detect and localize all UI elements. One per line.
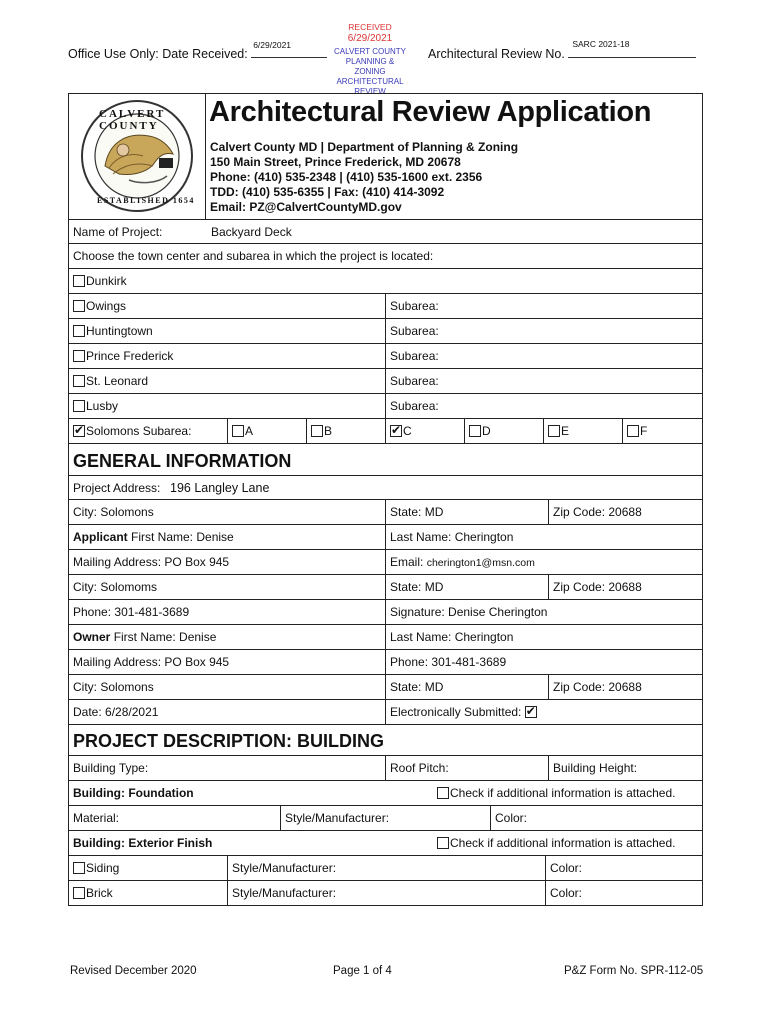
foundation-attached-checkbox[interactable] xyxy=(437,787,449,799)
st-leonard-label: St. Leonard xyxy=(86,374,149,388)
solomons-label: Solomons Subarea: xyxy=(86,424,192,438)
color-label: Color: xyxy=(495,811,528,825)
applicant-mailing-field[interactable]: PO Box 945 xyxy=(164,555,230,569)
town-row-prince-frederick xyxy=(68,344,703,369)
last-name-label: Last Name: xyxy=(390,530,452,544)
mailing-address-label: Mailing Address: xyxy=(73,655,162,669)
siding-checkbox[interactable] xyxy=(73,862,85,874)
city-label: City: xyxy=(73,505,97,519)
seal-text-bottom: ESTABLISHED 1654 xyxy=(97,196,195,205)
subarea-d-checkbox[interactable] xyxy=(469,425,481,437)
city-label: City: xyxy=(73,680,97,694)
date-received-field[interactable] xyxy=(251,40,327,58)
project-address-row xyxy=(68,476,703,500)
owner-city-row xyxy=(68,675,703,700)
application-header xyxy=(68,93,703,220)
subarea-e-label: E xyxy=(561,424,570,438)
prince-frederick-checkbox[interactable] xyxy=(73,350,85,362)
applicant-first-name-field[interactable]: Denise xyxy=(196,530,234,544)
brick-style-cell[interactable] xyxy=(227,881,545,905)
attached-label: Check if additional information is attached. xyxy=(450,786,676,800)
stamp-date: 6/29/2021 xyxy=(347,33,393,44)
project-city-field[interactable]: Solomons xyxy=(100,505,154,519)
brick-row xyxy=(68,881,703,906)
phone-line: Phone: (410) 535-2348 | (410) 535-1600 ext. 2356 xyxy=(210,170,483,184)
subarea-option-c[interactable] xyxy=(385,419,464,443)
subarea-option-d[interactable] xyxy=(464,419,543,443)
signature-field[interactable]: Denise Cherington xyxy=(448,605,548,619)
email-label: Email: xyxy=(390,555,424,569)
page-number: Page 1 of 4 xyxy=(333,965,392,977)
project-zip-field[interactable]: 20688 xyxy=(608,505,642,519)
date-received-value: 6/29/2021 xyxy=(253,40,292,50)
first-name-label: First Name: xyxy=(113,630,176,644)
project-name-label: Name of Project: xyxy=(73,224,163,239)
email-line: Email: PZ@CalvertCountyMD.gov xyxy=(210,200,402,214)
color-label: Color: xyxy=(550,886,583,900)
st-leonard-checkbox[interactable] xyxy=(73,375,85,387)
brick-color-cell[interactable] xyxy=(545,881,703,905)
zip-label: Zip Code: xyxy=(553,680,606,694)
subarea-a-checkbox[interactable] xyxy=(232,425,244,437)
subarea-option-a[interactable] xyxy=(227,419,306,443)
review-no-value: SARC 2021-18 xyxy=(572,39,630,49)
signature-label: Signature: xyxy=(390,605,445,619)
siding-label: Siding xyxy=(86,861,120,875)
electronically-submitted-label: Electronically Submitted: xyxy=(390,705,522,719)
owner-name-row xyxy=(68,625,703,650)
date-label: Date: xyxy=(73,705,102,719)
town-row-owings xyxy=(68,294,703,319)
applicant-city-field[interactable]: Solomoms xyxy=(100,580,158,594)
owner-zip-field[interactable]: 20688 xyxy=(608,680,642,694)
subarea-d-label: D xyxy=(482,424,491,438)
project-city-row xyxy=(68,500,703,525)
subarea-b-checkbox[interactable] xyxy=(311,425,323,437)
applicant-mailing-row xyxy=(68,550,703,575)
owner-last-name-field[interactable]: Cherington xyxy=(454,630,514,644)
subarea-label: Subarea: xyxy=(390,324,439,338)
town-row-st-leonard xyxy=(68,369,703,394)
first-name-label: First Name: xyxy=(131,530,194,544)
foundation-material-row xyxy=(68,806,703,831)
date-field[interactable]: 6/28/2021 xyxy=(105,705,159,719)
material-label: Material: xyxy=(73,811,120,825)
applicant-zip-field[interactable]: 20688 xyxy=(608,580,642,594)
applicant-phone-row xyxy=(68,600,703,625)
style-label: Style/Manufacturer: xyxy=(232,861,337,875)
huntingtown-label: Huntingtown xyxy=(86,324,153,338)
exterior-attached-checkbox[interactable] xyxy=(437,837,449,849)
state-label: State: xyxy=(390,680,422,694)
siding-style-cell[interactable] xyxy=(227,856,545,880)
owings-subarea-cell[interactable] xyxy=(385,294,703,318)
prince-frederick-label: Prince Frederick xyxy=(86,349,174,363)
stamp-line: PLANNING & ZONING xyxy=(345,57,395,76)
city-label: City: xyxy=(73,580,97,594)
huntingtown-subarea-cell[interactable] xyxy=(385,319,703,343)
last-name-label: Last Name: xyxy=(390,630,452,644)
siding-row xyxy=(68,856,703,881)
applicant-email-field[interactable]: cherington1@msn.com xyxy=(426,557,535,569)
stamp-title: RECEIVED xyxy=(348,22,392,32)
project-state-field[interactable]: MD xyxy=(424,505,444,519)
subarea-a-label: A xyxy=(245,424,254,438)
town-row-dunkirk xyxy=(68,269,703,294)
building-type-label: Building Type: xyxy=(73,761,149,775)
attached-label: Check if additional information is attached. xyxy=(450,836,676,850)
page-title: Architectural Review Application xyxy=(209,96,652,128)
lusby-label: Lusby xyxy=(86,399,119,413)
owings-label: Owings xyxy=(86,299,127,313)
lusby-subarea-cell[interactable] xyxy=(385,394,703,418)
stamp-line: ARCHITECTURAL xyxy=(336,77,404,86)
tdd-line: TDD: (410) 535-6355 | Fax: (410) 414-3092 xyxy=(210,185,445,199)
huntingtown-checkbox[interactable] xyxy=(73,325,85,337)
exterior-finish-label: Building: Exterior Finish xyxy=(73,836,213,850)
roof-pitch-label: Roof Pitch: xyxy=(390,761,449,775)
owner-state-field[interactable]: MD xyxy=(424,680,444,694)
zip-label: Zip Code: xyxy=(553,580,606,594)
address-line: 150 Main Street, Prince Frederick, MD 20678 xyxy=(210,155,461,169)
foundation-style-cell[interactable] xyxy=(280,806,490,830)
applicant-last-name-field[interactable]: Cherington xyxy=(454,530,514,544)
date-row xyxy=(68,700,703,725)
st-leonard-subarea-cell[interactable] xyxy=(385,369,703,393)
subarea-f-checkbox[interactable] xyxy=(627,425,639,437)
prince-frederick-subarea-cell[interactable] xyxy=(385,344,703,368)
dunkirk-label: Dunkirk xyxy=(86,274,127,288)
building-type-row xyxy=(68,756,703,781)
brick-checkbox[interactable] xyxy=(73,887,85,899)
foundation-label: Building: Foundation xyxy=(73,786,194,800)
brick-label: Brick xyxy=(86,886,113,900)
form-number: P&Z Form No. SPR-112-05 xyxy=(564,965,704,977)
project-address-field[interactable]: 196 Langley Lane xyxy=(170,480,270,495)
electronically-submitted-checkbox[interactable] xyxy=(525,706,537,718)
state-label: State: xyxy=(390,505,422,519)
town-row-solomons xyxy=(68,419,703,444)
state-label: State: xyxy=(390,580,422,594)
subarea-label: Subarea: xyxy=(390,299,439,313)
subarea-label: Subarea: xyxy=(390,374,439,388)
subarea-option-b[interactable] xyxy=(306,419,385,443)
subarea-c-checkbox[interactable] xyxy=(390,425,402,437)
review-no-field[interactable] xyxy=(568,39,696,58)
subarea-c-label: C xyxy=(403,424,412,438)
building-height-label: Building Height: xyxy=(553,761,638,775)
town-prompt-row xyxy=(68,244,703,269)
building-height-cell[interactable] xyxy=(548,756,703,780)
phone-label: Phone: xyxy=(390,655,429,669)
seal-text-top: CALVERT COUNTY xyxy=(99,108,166,132)
subarea-b-label: B xyxy=(324,424,333,438)
revised-date: Revised December 2020 xyxy=(70,965,197,977)
stamp-line: REVIEW xyxy=(354,87,386,96)
siding-color-cell[interactable] xyxy=(545,856,703,880)
office-use-date xyxy=(68,40,327,61)
project-name-field[interactable]: Backyard Deck xyxy=(211,224,292,239)
subarea-f-label: F xyxy=(640,424,648,438)
solomons-checkbox[interactable] xyxy=(73,425,85,437)
owner-phone-field[interactable]: 301-481-3689 xyxy=(431,655,507,669)
style-label: Style/Manufacturer: xyxy=(232,886,337,900)
roof-pitch-cell[interactable] xyxy=(385,756,548,780)
zip-label: Zip Code: xyxy=(553,505,606,519)
phone-label: Phone: xyxy=(73,605,112,619)
owner-mailing-field[interactable]: PO Box 945 xyxy=(164,655,230,669)
owings-checkbox[interactable] xyxy=(73,300,85,312)
mailing-address-label: Mailing Address: xyxy=(73,555,162,569)
foundation-color-cell[interactable] xyxy=(490,806,703,830)
project-address-label: Project Address: xyxy=(73,480,161,495)
project-name-row xyxy=(68,220,703,244)
owner-city-field[interactable]: Solomons xyxy=(100,680,154,694)
department-line: Calvert County MD | Department of Planning & Zoning xyxy=(210,140,519,154)
subarea-option-e[interactable] xyxy=(543,419,622,443)
applicant-label: Applicant xyxy=(73,530,128,544)
office-use-label: Office Use Only: Date Received: xyxy=(68,47,248,61)
owner-mailing-row xyxy=(68,650,703,675)
applicant-name-row xyxy=(68,525,703,550)
county-seal-cell xyxy=(69,94,206,219)
color-label: Color: xyxy=(550,861,583,875)
exterior-finish-row xyxy=(68,831,703,856)
subarea-option-f[interactable] xyxy=(622,419,703,443)
owner-label: Owner xyxy=(73,630,111,644)
town-row-huntingtown xyxy=(68,319,703,344)
lusby-checkbox[interactable] xyxy=(73,400,85,412)
general-information-heading: GENERAL INFORMATION xyxy=(68,444,703,476)
department-info xyxy=(210,140,518,215)
town-prompt: Choose the town center and subarea in which the project is located: xyxy=(73,249,434,263)
style-label: Style/Manufacturer: xyxy=(285,811,390,825)
foundation-row xyxy=(68,781,703,806)
subarea-label: Subarea: xyxy=(390,349,439,363)
architectural-review-no xyxy=(428,39,696,61)
stamp-line: CALVERT COUNTY xyxy=(333,47,406,56)
applicant-state-field[interactable]: MD xyxy=(424,580,444,594)
town-row-lusby xyxy=(68,394,703,419)
subarea-e-checkbox[interactable] xyxy=(548,425,560,437)
applicant-phone-field[interactable]: 301-481-3689 xyxy=(114,605,190,619)
applicant-city-row xyxy=(68,575,703,600)
received-stamp xyxy=(330,22,410,97)
owner-first-name-field[interactable]: Denise xyxy=(179,630,217,644)
subarea-label: Subarea: xyxy=(390,399,439,413)
dunkirk-checkbox[interactable] xyxy=(73,275,85,287)
review-no-label: Architectural Review No. xyxy=(428,47,565,61)
project-description-heading: PROJECT DESCRIPTION: BUILDING xyxy=(68,725,703,756)
